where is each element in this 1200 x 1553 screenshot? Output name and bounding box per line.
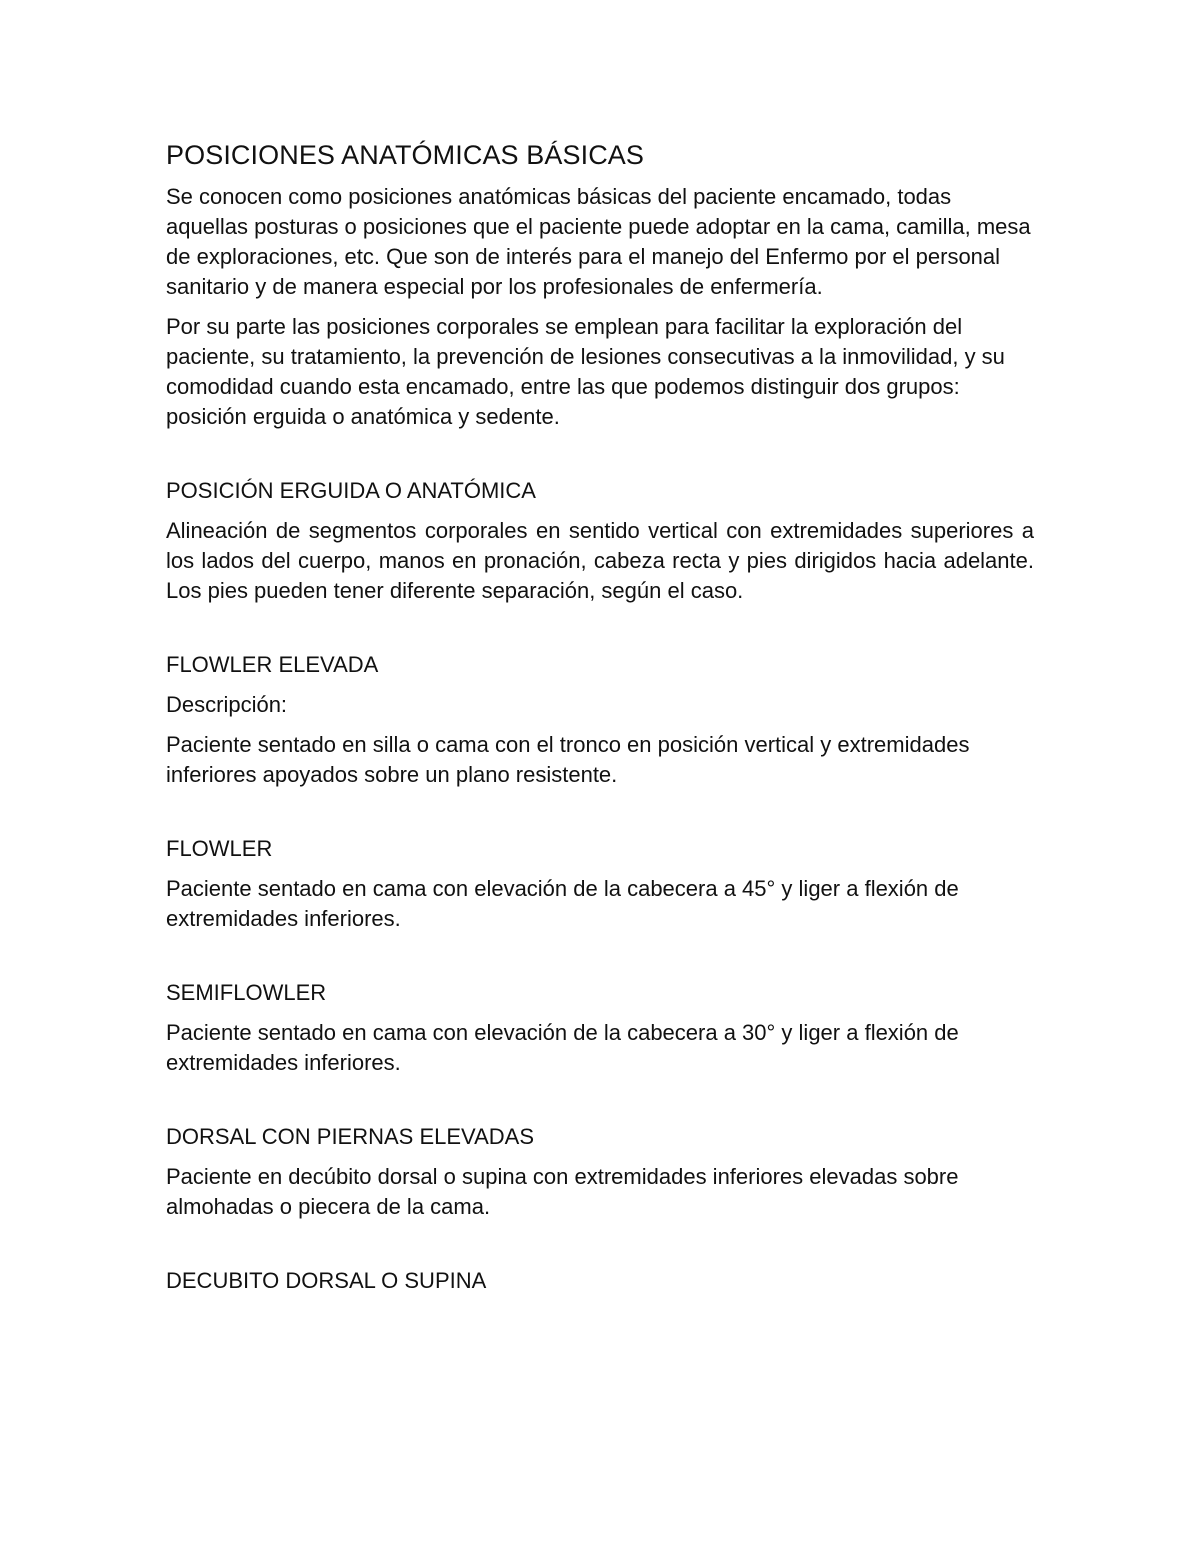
document-page bbox=[166, 138, 1034, 1306]
section-dorsal-piernas-elevadas bbox=[166, 1122, 1034, 1222]
section-paragraph: Paciente en decúbito dorsal o supina con extremidades inferiores elevadas sobre almohadas o piecera de la cama. bbox=[166, 1164, 959, 1219]
section-semiflowler bbox=[166, 978, 1034, 1078]
section-paragraph: Paciente sentado en cama con elevación de la cabecera a 45° y liger a flexión de extremidades inferiores. bbox=[166, 876, 959, 931]
section-posicion-erguida bbox=[166, 476, 1034, 606]
intro-paragraph-2: Por su parte las posiciones corporales se emplean para facilitar la exploración del paciente, su tratamiento, la prevención de lesiones consecutivas a la inmovilidad, y su comodidad cuando esta encamado, entre las que podemos distinguir dos grupos: posición erguida o anatómica y sedente. bbox=[166, 314, 1005, 429]
document-title: POSICIONES ANATÓMICAS BÁSICAS bbox=[166, 140, 645, 170]
section-heading: FLOWLER ELEVADA bbox=[166, 652, 379, 677]
intro-paragraph-1: Se conocen como posiciones anatómicas básicas del paciente encamado, todas aquellas posturas o posiciones que el paciente puede adoptar en la cama, camilla, mesa de exploraciones, etc. Que son de interés para el manejo del Enfermo por el personal sanitario y de manera especial por los profesionales de enfermería. bbox=[166, 184, 1031, 299]
section-flowler-elevada bbox=[166, 650, 1034, 790]
section-heading: SEMIFLOWLER bbox=[166, 980, 327, 1005]
section-heading: POSICIÓN ERGUIDA O ANATÓMICA bbox=[166, 478, 536, 503]
section-heading: FLOWLER bbox=[166, 836, 273, 861]
section-paragraph: Alineación de segmentos corporales en sentido vertical con extremidades superiores a los lados del cuerpo, manos en pronación, cabeza recta y pies dirigidos hacia adelante. Los pies pueden tener diferente separación, según el caso. bbox=[166, 518, 1034, 603]
section-paragraph: Paciente sentado en cama con elevación de la cabecera a 30° y liger a flexión de extremidades inferiores. bbox=[166, 1020, 959, 1075]
section-heading: DORSAL CON PIERNAS ELEVADAS bbox=[166, 1124, 534, 1149]
section-paragraph: Descripción: bbox=[166, 692, 288, 717]
section-decubito-dorsal bbox=[166, 1266, 1034, 1296]
section-paragraph: Paciente sentado en silla o cama con el tronco en posición vertical y extremidades inferiores apoyados sobre un plano resistente. bbox=[166, 732, 970, 787]
section-heading: DECUBITO DORSAL O SUPINA bbox=[166, 1268, 487, 1293]
section-flowler bbox=[166, 834, 1034, 934]
